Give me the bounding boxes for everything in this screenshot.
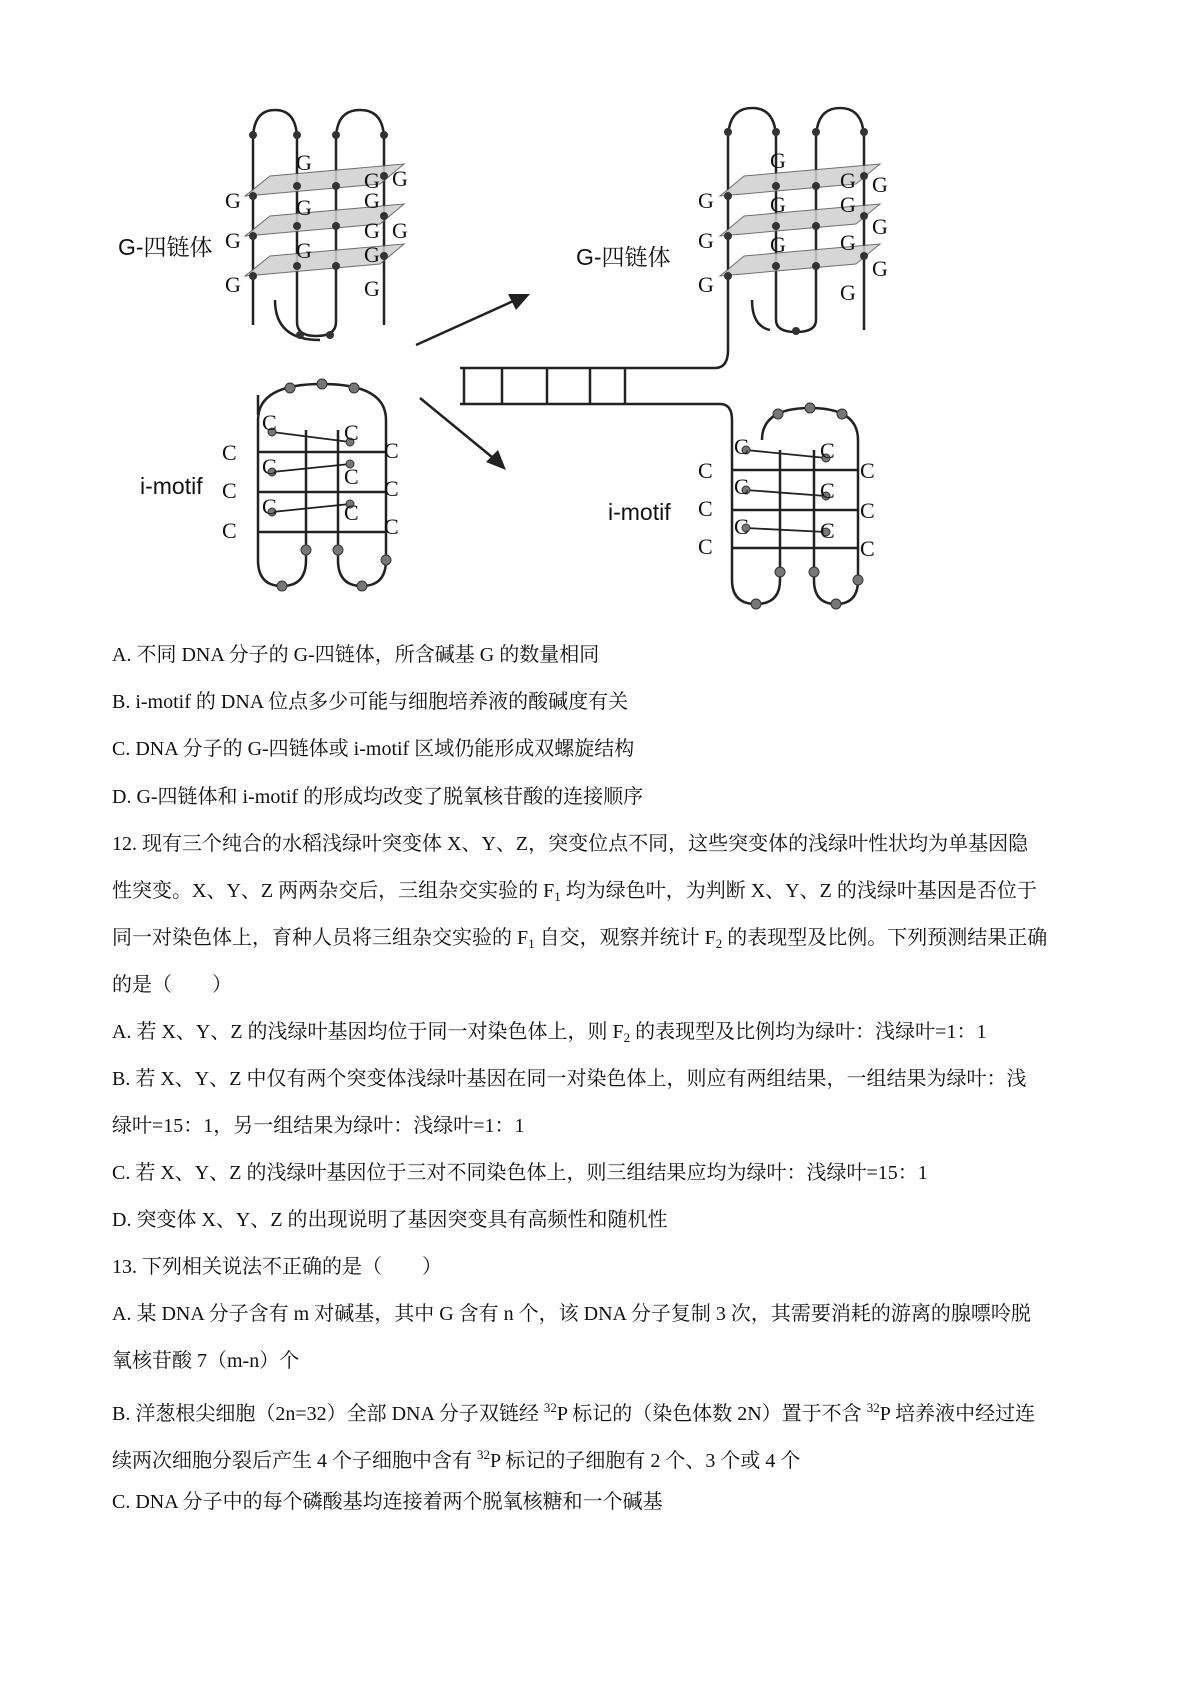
base-g-label: G [296, 150, 312, 175]
base-g-label: G [296, 195, 312, 220]
base-g-label: G [698, 228, 714, 253]
base-g-label: G [364, 218, 380, 243]
base-c-label: C [860, 536, 875, 561]
q11-option-c: C. DNA 分子的 G-四链体或 i-motif 区域仍能形成双螺旋结构 [112, 738, 635, 760]
base-g-label: G [296, 238, 312, 263]
base-c-label: C [860, 458, 875, 483]
g-quadruplex-imotif-figure [0, 0, 1200, 630]
base-c-label: C [698, 458, 713, 483]
base-c-label: C [734, 474, 749, 499]
base-g-label: G [840, 230, 856, 255]
base-g-label: G [698, 188, 714, 213]
q12-option-b-line2: 绿叶=15：1，另一组结果为绿叶：浅绿叶=1：1 [112, 1115, 525, 1137]
base-g-label: G [392, 218, 408, 243]
base-c-label: C [262, 410, 277, 435]
base-c-label: C [222, 440, 237, 465]
imotif-label-left: i-motif [140, 473, 203, 499]
base-c-label: C [820, 478, 835, 503]
q13-option-c: C. DNA 分子中的每个磷酸基均连接着两个脱氧核糖和一个碱基 [112, 1491, 663, 1513]
q13-option-a-line1: A. 某 DNA 分子含有 m 对碱基，其中 G 含有 n 个，该 DNA 分子复制 3 次，其需要消耗的游离的腺嘌呤脱 [112, 1303, 1031, 1325]
base-g-label: G [872, 214, 888, 239]
base-g-label: G [872, 172, 888, 197]
base-g-label: G [225, 228, 241, 253]
base-g-label: G [364, 242, 380, 267]
arrows [416, 294, 530, 470]
q11-option-a: A. 不同 DNA 分子的 G-四链体，所含碱基 G 的数量相同 [112, 644, 600, 666]
base-c-label: C [698, 496, 713, 521]
base-c-label: C [262, 454, 277, 479]
base-c-label: C [384, 514, 399, 539]
base-c-label: C [860, 498, 875, 523]
q12-stem-line3: 同一对染色体上，育种人员将三组杂交实验的 $F_1$ 自交，观察并统计 $F_2$ 的表现型及比例。下列预测结果正确 [112, 927, 1048, 951]
imotif-left [140, 379, 399, 591]
base-c-label: C [820, 438, 835, 463]
q13-stem: 13. 下列相关说法不正确的是（ ） [112, 1256, 442, 1278]
base-c-label: C [344, 464, 359, 489]
q12-option-a: A. 若 X、Y、Z 的浅绿叶基因均位于同一对染色体上，则 $F_2$ 的表现型及比例均为绿叶：浅绿叶=1：1 [112, 1021, 987, 1045]
base-g-label: G [872, 256, 888, 281]
base-c-label: C [734, 434, 749, 459]
base-c-label: C [222, 518, 237, 543]
base-g-label: G [840, 168, 856, 193]
base-g-label: G [840, 280, 856, 305]
q12-option-b-line1: B. 若 X、Y、Z 中仅有两个突变体浅绿叶基因在同一对染色体上，则应有两组结果，一组结果为绿叶：浅 [112, 1068, 1027, 1090]
q12-stem-line2: 性突变。X、Y、Z 两两杂交后，三组杂交实验的 $F_1$ 均为绿色叶，为判断 X、Y、Z 的浅绿叶基因是否位于 [112, 880, 1037, 904]
base-g-label: G [225, 272, 241, 297]
q12-stem-line1: 12. 现有三个纯合的水稻浅绿叶突变体 X、Y、Z，突变位点不同，这些突变体的浅绿叶性状均为单基因隐 [112, 833, 1029, 855]
base-c-label: C [734, 514, 749, 539]
q13-option-b-line2: 续两次细胞分裂后产生 4 个子细胞中含有 $^{32}$P 标记的子细胞有 2 个、3 个或 4 个 [112, 1447, 801, 1472]
q11-option-b: B. i-motif 的 DNA 位点多少可能与细胞培养液的酸碱度有关 [112, 691, 629, 713]
base-c-label: C [384, 476, 399, 501]
double-helix-ladder [460, 300, 732, 430]
base-g-label: G [225, 188, 241, 213]
base-c-label: C [222, 478, 237, 503]
imotif-label-right: i-motif [608, 499, 671, 525]
imotif-right [608, 403, 875, 609]
g4-label-left: G-四链体 [118, 234, 213, 260]
base-c-label: C [344, 420, 359, 445]
base-g-label: G [364, 168, 380, 193]
base-g-label: G [364, 188, 380, 213]
g-quadruplex-right [576, 108, 888, 335]
base-g-label: G [770, 192, 786, 217]
base-g-label: G [364, 276, 380, 301]
base-c-label: C [262, 494, 277, 519]
base-g-label: G [770, 232, 786, 257]
base-g-label: G [698, 272, 714, 297]
base-g-label: G [840, 192, 856, 217]
q11-option-d: D. G-四链体和 i-motif 的形成均改变了脱氧核苷酸的连接顺序 [112, 786, 644, 808]
base-c-label: C [384, 438, 399, 463]
q13-option-b-line1: B. 洋葱根尖细胞（2n=32）全部 DNA 分子双链经 $^{32}$P 标记的（染色体数 2N）置于不含 $^{32}$P 培养液中经过连 [112, 1400, 1036, 1425]
base-g-label: G [392, 166, 408, 191]
base-g-label: G [770, 148, 786, 173]
base-c-label: C [344, 500, 359, 525]
q12-stem-line4: 的是（ ） [112, 974, 232, 996]
g4-label-right: G-四链体 [576, 244, 671, 270]
g-quadruplex-left [118, 110, 408, 340]
base-c-label: C [820, 518, 835, 543]
base-c-label: C [698, 534, 713, 559]
q12-option-d: D. 突变体 X、Y、Z 的出现说明了基因突变具有高频性和随机性 [112, 1209, 668, 1231]
q13-option-a-line2: 氧核苷酸 7（m-n）个 [112, 1350, 300, 1372]
q12-option-c: C. 若 X、Y、Z 的浅绿叶基因位于三对不同染色体上，则三组结果应均为绿叶：浅绿叶=15：1 [112, 1162, 928, 1184]
